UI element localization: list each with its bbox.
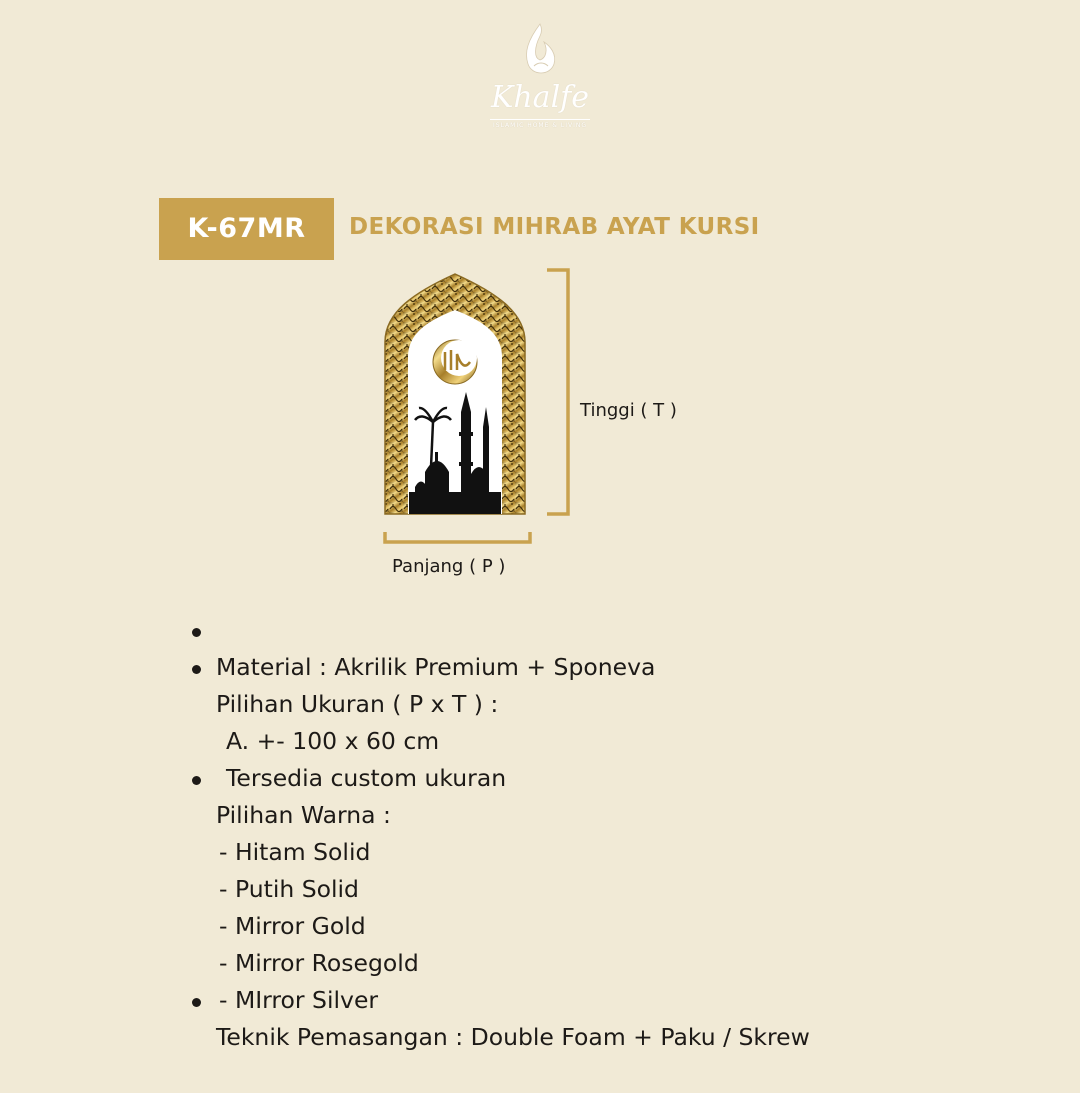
color-option: - Putih Solid bbox=[219, 875, 359, 903]
size-option: Tersedia custom ukuran bbox=[226, 764, 507, 792]
list-item bbox=[190, 982, 1050, 1051]
installation-text: Teknik Pemasangan : Double Foam + Paku / Skrew bbox=[216, 1023, 810, 1051]
list-item bbox=[190, 871, 1050, 940]
color-option: - Mirror Rosegold bbox=[219, 949, 419, 977]
brand-wordmark: Khalfe bbox=[490, 80, 590, 115]
list-item bbox=[190, 649, 1050, 718]
list-item bbox=[190, 945, 1050, 1014]
mihrab-product-illustration bbox=[375, 262, 585, 547]
size-heading: Pilihan Ukuran ( P x T ) : bbox=[216, 690, 499, 718]
height-bracket bbox=[547, 270, 568, 514]
product-title: DEKORASI MIHRAB AYAT KURSI bbox=[349, 214, 760, 240]
length-label: Panjang ( P ) bbox=[392, 556, 506, 577]
spec-list bbox=[190, 612, 1050, 1051]
list-item bbox=[190, 834, 1050, 903]
color-heading: Pilihan Warna : bbox=[216, 801, 391, 829]
brand-logo bbox=[480, 22, 600, 134]
list-item bbox=[190, 612, 1050, 681]
list-item bbox=[190, 723, 1050, 792]
color-option: - Mirror Gold bbox=[219, 912, 366, 940]
size-option: A. +- 100 x 60 cm bbox=[226, 727, 440, 755]
list-item bbox=[190, 760, 1050, 829]
color-option: - Hitam Solid bbox=[219, 838, 371, 866]
product-code-badge: K-67MR bbox=[159, 198, 334, 260]
color-option: - MIrror Silver bbox=[219, 986, 379, 1014]
list-item bbox=[190, 797, 1050, 866]
brand-tagline: ISLAMIC HOME & LIVING bbox=[490, 119, 590, 129]
height-label: Tinggi ( T ) bbox=[580, 400, 677, 421]
material-text: Material : Akrilik Premium + Sponeva bbox=[216, 653, 656, 681]
length-bracket bbox=[385, 532, 530, 542]
drop-flame-icon bbox=[520, 22, 560, 80]
list-item bbox=[190, 686, 1050, 755]
list-item bbox=[190, 908, 1050, 977]
